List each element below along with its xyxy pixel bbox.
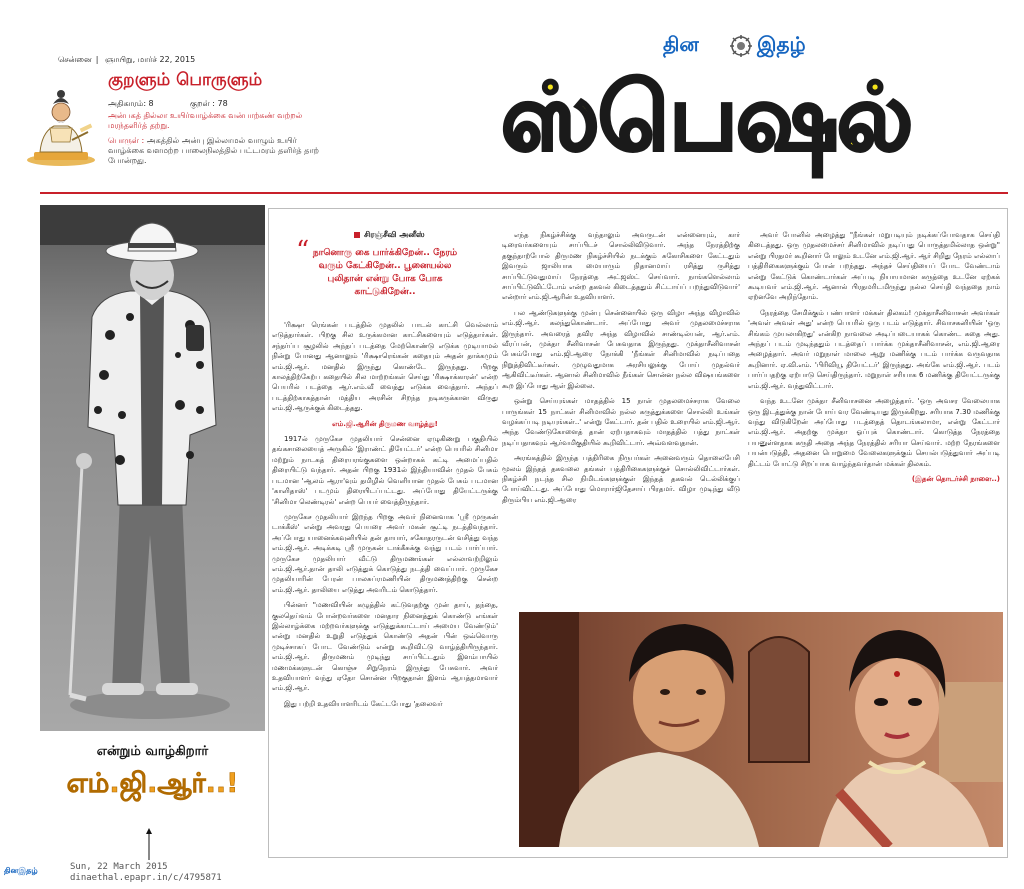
paragraph: பல ஆண்டுகளுக்கு முன்பு சென்னையில் ஒரு விழா அந்த விழாவில் எம்.ஜி.ஆர். கலந்துகொண்டார். அப்போது அவர் முதலமைச்சராக இருந்தார். அவரைத் தவிர அந்த விழாவில் சாண்டில்யன், ஆர்.எம். வீரப்பன், முக்தா சீனிவாசன் பேசுவதாக இருந்தது. முக்தாசீனிவாசன் பேசும்போது எம்.ஜி.ஆரை நோக்கி 'நீங்கள் சினிமாவில் நடிப்பதை நிறுத்திவிட்டீர்கள். முழுவதுமாக அரசியலுக்கு போய் முதல்வர் ஆகிவிட்டீர்கள். ஆனால் சினிமாவில் நீங்கள் சொன்ன நல்ல விஷயங்களை கூற இப்போது ஆள் இல்லை. [502,308,740,390]
thiruvalluvar-illustration-icon [20,82,102,168]
kural-chapter: அதிகாரம்: 8 [108,99,154,108]
paragraph: வந்த உடனே முக்தா சீனிவாசனை அழைத்தார். 'ஒரு அவசர வேலையாக ஒரு இடத்துக்கு நான் போய் வர வேண்டியது இருக்கிறது. சரியாக 7.30 மணிக்கு வந்து விடுகிறேன் அப்போது படத்தைத் தொடங்கலாமா, என்று கேட்டார் எம்.ஜி.ஆர். அதற்கு முக்தா ஓப்புக் கொண்டார். கொடுத்த நேரத்தை பயனுள்ளதாக கருதி அதை அந்த நேரத்தில் சரியா செய்வார். மற்ற நேரங்களை பயன்படுத்தி, அதனை பொறுமை வேலைகளுக்கும் செயல்படுத்துவார் அப்படி திட்டம் போட்டு சிறப்பாக வாழ்ந்தவர்தான் மக்கள் திலகம். [748,397,1000,468]
mgr-name-heading: எம்.ஜி.ஆர்..! [66,768,239,799]
photo-tagline: என்றும் வாழ்கிறார் [96,744,209,759]
kural-meaning-text: அகத்தில் அன்பு இல்லாமல் வாழும் உயிர் வாழ்க்கை வளமற்ற பாலைநிலத்தில் பட்டமரம் தளிர்த் தாற் போன்றது. [108,136,319,165]
dateline: சென்னை | ஞாயிறு, மார்ச் 22, 2015 [58,55,196,64]
paragraph: அவர் போனில் அழைத்து "நீங்கள் மறுபடியும் நடிக்கப்போவதாக செய்தி கிடைத்தது. ஒரு முதலமைச்சர் சினிமாவில் நடிப்பது பொருத்தமில்லாத ஒன்று" என்று பிரதமர் கூறினார் போலும் உடனே எம்.ஜி.ஆர். ஆர் சிறிது நேரம் எல்லாப் பத்திரிகைகளுக்கும் போன் பறந்தது. அந்தச் செய்தியைப் போட வேண்டாம் என்று கேட்டுக் கொண்டார்கள் அப்படி நியாயமான கருத்தை உடனே ஏற்கக் கூடியவர் எம்.ஜி.ஆர். ஆனால் பிரதமரிடமிருந்து நல்ல செய்தி வந்ததை நாம் ஏற்னவே அறிந்தோம். [748,231,1000,302]
article-subheading: எம்.ஜி.ஆரின் திருமண வாழ்த்து! [332,419,438,428]
quote-mark-icon: “ [296,236,310,266]
article-column-3 [748,230,1000,602]
emblem-icon [729,34,753,58]
dateline-city: சென்னை [58,55,92,64]
article-byline: சிரஞ்சீவி அனீஸ் [354,230,425,240]
paragraph: முருகேச முதலியார் இறந்த பிறகு அவர் நினைவாக 'ஸ்ரீ முருகன் டாக்கீஸ்' என்று அவரது பெயரை அவர் மகன் சூட்டி நடத்திவந்தார். அப்போது யானைக்கவுனியில் தன் தாயார், சகோதரருடன் வசித்து வந்த எம்.ஜி.ஆர். அடிக்கடி ஸ்ரீ முருகன் டாக்கீசுக்கு வந்து படம் பார்ப்பார். முருகேச முதலியார் வீட்டு திருமணங்கள் எல்லாவற்றிலும் எம்.ஜி.ஆர்.தான் தாலி எடுத்துக் கொடுத்து நடத்தி வைப்பார். முருகேச முதலியாரின் பேரன் பாலசுப்ரமணியின் திருமணத்திற்கு சென்ற எம்.ஜி.ஆர். தாலியை எடுத்து அவரிடம் கொடுத்தார். [272,512,498,594]
paragraph: இது பற்றி உதவியாளரிடம் கேட்டபோது 'தலைவர் [284,699,443,708]
kural-number: குறள் : 78 [190,99,228,108]
banner-title: ஸ்பெஷல் [500,64,912,171]
footer-info [70,862,222,884]
paragraph: பின்னர் "மணவியின் கழுத்தில் கட்டுவதற்கு முன் தாய், தந்தை, குலதெய்வம் போன்றவர்களை மனதார நினைத்துக் கொண்டு எங்கள் இல்லாழ்க்கை மற்றவர்களுக்கு எடுத்துக்காட்டாய் அமைய வேண்டும்' என்று மனதில் உறுதி எடுத்துக் கொண்டு அதன் பின் ஒவ்வொரு முடிச்சாகப் போட வேண்டும் என்று கூறிவிட்டு வாழ்த்தியிருந்தார். எம்.ஜி.ஆர். திருமணம் முடிந்து சாப்பிட்டதும் இளம்பாயில் மணமக்களுடன் கொஞ்ச சிறுநேரம் இருந்து பேசுவார். அவர் உதவியாளர் வந்து ஏதோ சொன்ன பிறகுதான் இளம் ஆயத்தமாவார் எம்.ஜி.ஆர். [272,601,498,693]
pull-quote: நானொரு கை பார்க்கிறேன்.. நேரம் வரும் கேட்கிறேன்.. பூனையல்ல புலிதான் என்று போக போக காட்டுகிறேன்.. [312,248,458,297]
paragraph: நேரத்தை சேமிக்கும் பண்பாளர் மக்கள் திலகம்! முக்தாசீனிவாசன் அவர்கள் 'அவள் அவள் அது' என்ற பெயரில் ஒரு படம் எடுத்தார். சிவாசகனியின் 'ஒரு சிங்கம் முயலாகிறது' என்கிற நாவலை அடிப்படையாகக் கொண்ட கதை அது. அந்தப் படம் முடிந்ததும் படத்தைப் பார்க்க முக்தாசீனிவாசன், எம்.ஜி.ஆரை அழைத்தார். அவர் மறுநாள் மாலை ஆறு மணிக்கு படம் பார்க்க வருவதாக கூறினார். ஏ.வி.எம். 'பிரிவியூ தியேட்டர்' இருந்தது. அங்கே எம்.ஜி.ஆர். படம் பார்ப்பதற்கு ஏற்பாடு செய்திருந்தார். மறுநாள் சரியாக 6 மணிக்கு தியேட்டருக்கு எம்.ஜி.ஆர். வந்துவிட்டார். [748,308,1000,390]
kural-meta [108,99,228,109]
header-divider [40,192,1008,194]
article-column-1 [272,320,498,840]
continued-note: (இதன் தொடர்ச்சி நாளை..) [911,474,1000,483]
footer-logo: தினஇதழ் [4,866,38,875]
film-still-photo [519,612,1003,847]
mgr-portrait-photo [40,205,265,731]
special-banner [408,58,1004,190]
paragraph: 1917ல் முருகேச முதலியார் சென்னை ஏழுகிணறு பகுதியில் தங்கசாலையைத் அருகில் 'இராண்ட் தியேட்டர்' என்ற பெயரில் சினிமா மற்றும் நாடகத் திரையரங்குகளை ஒன்றாகக் கட்டி அமைப்பதில் திரையிட்டு வந்தார். அதன் பிறகு 1931ல் இந்தியாவின் முதல் பேசும் படமான 'ஆலம் ஆரா'வும் தமிழில் வெளியான முதல் பேசும் படமான 'காளிதாஸ்' படமும் திரையிடப்பட்டது. அப்போது தியேட்டருக்கு 'சினிமா லெண்டிரல்' என்ற பெயர் வைத்திருந்தார். [272,435,498,506]
kural-meaning-label: பொருள் : [108,136,145,145]
paragraph: ஒன்று செய்யுங்கள் மாதத்தில் 15 நாள் முதலமைச்சராக வேலை பாருங்கள் 15 நாட்கள் சினிமாவில் நல்ல கருத்துக்களை சொல்லி உங்கள் வழக்கப்படி நடியுங்கள்..' என்று கேட்டார். தன் பதில் உரையில் எம்.ஜி.ஆர். அந்த வேண்டுகோளைத் தான் ஏற்பதாகவும் மாதத்தில் பத்து நாட்கள் நடிப்பதாகவும் ஆர்வமிகுதியில் கூறிவிட்டார். அவ்வளவுதான். [502,397,740,447]
paragraph: எந்த நிகழ்ச்சிக்கு வந்தாலும் அவருடன் என்னையும், கார் டிரைவர்களையும் சாப்பிடச் சொல்லிவிடுவார். அந்த நேரத்திற்கு தகுந்தாற்போல் திருமண நிகழ்ச்சியில் நடக்கும் சுகோசிகளை கேட்டதும் இவரும் ஜாலியாக மையாரும் நிதானமாய் ரசித்து ருசித்து சாப்பிட்டுவதுமாய் நேரத்தை அட்ஜஸ்ட் செய்வார். நாங்களெல்லாம் சாப்பிட்டுவிட்டோம் என்ற தகவல் கிடைத்ததும் சிட்டாய்ப் பறந்துவிடுவார்' என்றார் எம்.ஜி.ஆரின் உதவியாளர். [502,231,740,302]
article-column-2 [502,230,740,602]
kural-meaning [108,136,328,166]
kural-section-title: குறளும் பொருளும் [108,70,263,90]
footer-url[interactable]: dinaethal.epapr.in/c/4795871 [70,873,222,883]
arrow-up-icon [146,828,152,860]
logo-part-1: தின [663,32,699,56]
dateline-day: ஞாயிறு, மார்ச் 22, 2015 [105,55,196,64]
paragraph: 'ரிக்ஷா ரெங்கன் படத்தில் முதலில் பாடல் காட்சி வெல்லாம் எடுத்தார்கள். பிறகு சில உருக்கமான காட்சிகளையும் எடுத்தார்கள். சந்தர்ப்ப சூழலில் அந்தப் படத்தை மேற்கொண்டு எடுக்க முடியாமல் நின்று போனது ஆனாலும் 'ரிக்ஷாரெங்கன் கதையும் அதன் தாக்கமும் எம்.ஜி.ஆர். மனதில் இருந்து கொண்டே இருந்தது. பிறகு காலத்திற்கேற்ப கதையில் சில மாற்றங்கள் செய்து 'ரிக்ஷாக்காரன்' என்ற பெயரில் படத்தை ஆர்.எம்.வீ வைத்து எடுக்க வைத்தார். அந்தப் படத்திற்காகத்தான் மத்திய அரசின் சிறந்த நடிகருக்கான விருது எம்.ஜி.ஆருக்குக் கிடைத்தது. [272,321,498,413]
kural-couplet: அன்பகத் தில்லா உயிர்வாழ்க்கை வன்பாற்கண் வற்றல் மரந்தளிர்த் தற்று. [108,111,303,130]
footer-date: Sun, 22 March 2015 [70,862,168,872]
logo-part-2: இதழ் [757,32,806,56]
paragraph: அரங்கத்தில் இருந்த பத்திரிகை நிருபர்கள் அனைவரும் தொலைபேசி மூலம் இந்தத் தகவலை தங்கள் பத்திரிகைகளுக்குச் சொல்லிவிட்டார்கள். நிகழ்ச்சி நடந்த சில நிமிடங்களுக்குள் இந்தத் தகவல் டெல்லிக்குப் போய்விட்டது. அப்போது மொரார்ஜிதேசாய் பிரதமர். விழா முடிந்து வீடு திரும்பிய எம்.ஜி.ஆரை [502,454,740,504]
